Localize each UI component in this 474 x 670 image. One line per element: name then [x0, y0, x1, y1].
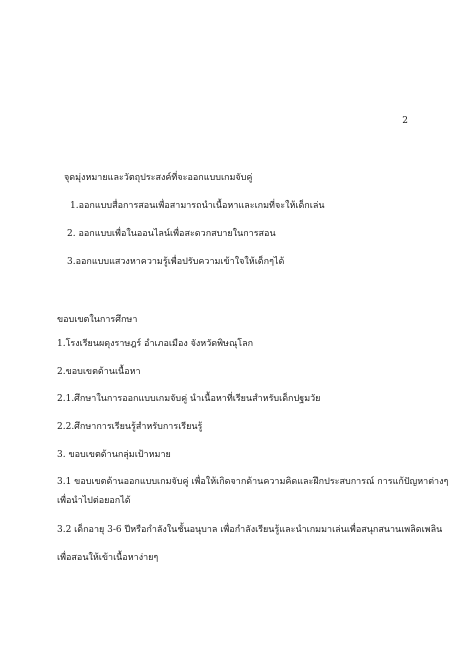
scope-line-2: 2.ขอบเขตด้านเนื้อหา	[57, 367, 141, 377]
scope-line-3: 2.1.ศึกษาในการออกแบบเกมจับคู่ นำเนื้อหาที่เรียนสำหรับเด็กปฐมวัย	[57, 394, 321, 404]
scope-line-1: 1.โรงเรียนผดุงราษฎร์ อำเภอเมือง จังหวัดพิษณุโลก	[57, 339, 254, 349]
scope-heading: ขอบเขตในการศึกษา	[57, 315, 138, 325]
scope-line-4: 2.2.ศึกษาการเรียนรู้สำหรับการเรียนรู้	[57, 422, 203, 432]
scope-line-8: 3.2 เด็กอายุ 3-6 ปีหรือกำลังในชั้นอนุบาล เพื่อกำลังเรียนรู้และนำเกมมาเล่นเพื่อสนุกสนานเพลิดเพลิน	[57, 525, 443, 535]
objective-item-2: 2. ออกแบบเพื่อในออนไลน์เพื่อสะดวกสบายในการสอน	[67, 229, 276, 239]
scope-line-9: เพื่อสอนให้เข้าเนื้อหาง่ายๆ	[57, 553, 159, 563]
page-number: 2	[402, 116, 408, 126]
objective-item-3: 3.ออกแบบแสวงหาความรู้เพื่อปรับความเข้าใจให้เด็กๆได้	[67, 257, 285, 267]
scope-line-6: 3.1 ขอบเขตด้านออกแบบเกมจับคู่ เพื่อให้เกิดจากด้านความคิดและฝึกประสบการณ์ การแก้ปัญหาต่างๆ	[57, 477, 449, 487]
objective-item-1: 1.ออกแบบสื่อการสอนเพื่อสามารถนำเนื้อหาและเกมที่จะให้เด็กเล่น	[70, 201, 325, 211]
scope-line-7: เพื่อนำไปต่อยอกได้	[57, 496, 131, 506]
scope-line-5: 3. ขอบเขตด้านกลุ่มเป้าหมาย	[57, 450, 171, 460]
objectives-heading: จุดมุ่งหมายและวัตถุประสงค์ที่จะออกแบบเกมจับคู่	[64, 173, 253, 183]
